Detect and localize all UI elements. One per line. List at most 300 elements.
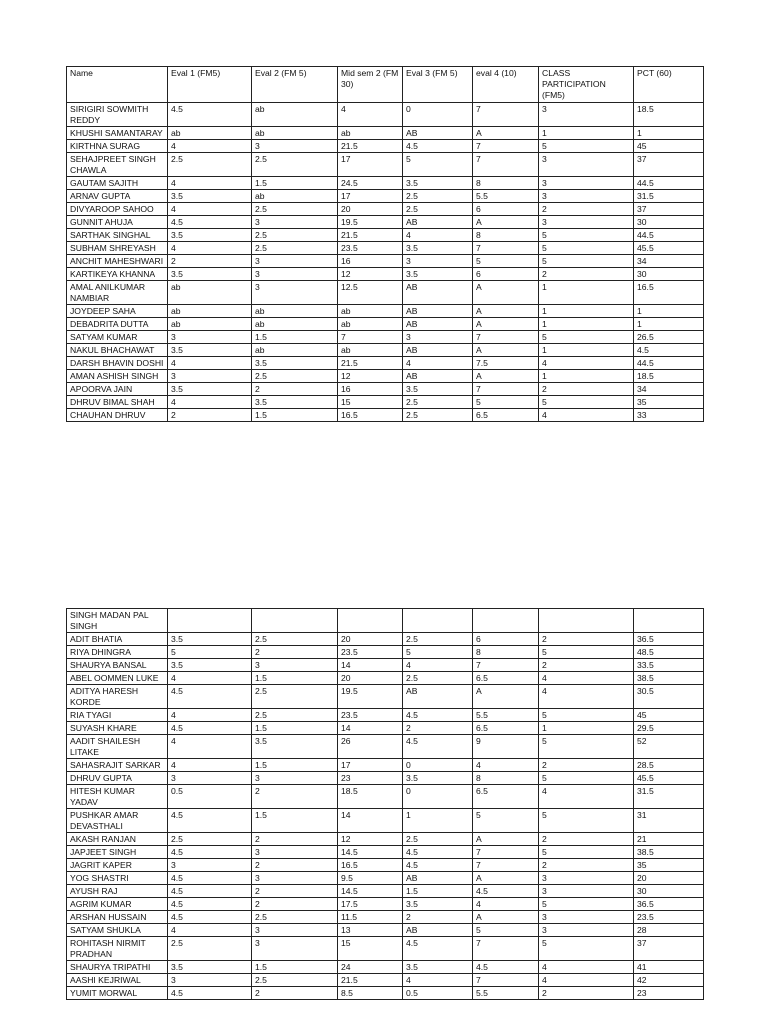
score-cell: 45.5 bbox=[634, 242, 704, 255]
grades-table-2-body bbox=[67, 609, 704, 1000]
score-cell: 36.5 bbox=[634, 633, 704, 646]
score-cell: 2.5 bbox=[403, 203, 473, 216]
name-cell: AADIT SHAILESH LITAKE bbox=[67, 735, 168, 759]
score-cell: ab bbox=[338, 344, 403, 357]
score-cell: 1 bbox=[539, 722, 634, 735]
score-cell: 3 bbox=[168, 859, 252, 872]
name-cell: AYUSH RAJ bbox=[67, 885, 168, 898]
score-cell: 52 bbox=[634, 735, 704, 759]
score-cell: 3.5 bbox=[168, 383, 252, 396]
score-cell: 4 bbox=[539, 685, 634, 709]
table-row bbox=[67, 203, 704, 216]
name-cell: SEHAJPREET SINGH CHAWLA bbox=[67, 153, 168, 177]
score-cell: 5 bbox=[473, 809, 539, 833]
score-cell: A bbox=[473, 216, 539, 229]
table-row bbox=[67, 833, 704, 846]
name-cell: SATYAM SHUKLA bbox=[67, 924, 168, 937]
score-cell: 2 bbox=[539, 987, 634, 1000]
score-cell: 2.5 bbox=[252, 229, 338, 242]
score-cell: 3 bbox=[539, 872, 634, 885]
score-cell: 4 bbox=[338, 103, 403, 127]
score-cell: 37 bbox=[634, 203, 704, 216]
score-cell: 14.5 bbox=[338, 846, 403, 859]
score-cell: 1 bbox=[539, 305, 634, 318]
score-cell: 1.5 bbox=[252, 177, 338, 190]
score-cell: 3.5 bbox=[403, 961, 473, 974]
score-cell: AB bbox=[403, 281, 473, 305]
score-cell: 21.5 bbox=[338, 229, 403, 242]
score-cell: 4 bbox=[168, 177, 252, 190]
score-cell: 45 bbox=[634, 709, 704, 722]
name-cell: ARSHAN HUSSAIN bbox=[67, 911, 168, 924]
name-cell: KIRTHNA SURAG bbox=[67, 140, 168, 153]
score-cell: 2 bbox=[539, 268, 634, 281]
score-cell: 17.5 bbox=[338, 898, 403, 911]
score-cell: 14.5 bbox=[338, 885, 403, 898]
score-cell: 5 bbox=[473, 924, 539, 937]
score-cell: 41 bbox=[634, 961, 704, 974]
score-cell: 2.5 bbox=[252, 709, 338, 722]
score-cell: 14 bbox=[338, 809, 403, 833]
score-cell: 5 bbox=[539, 846, 634, 859]
name-cell: AMAN ASHISH SINGH bbox=[67, 370, 168, 383]
score-cell: 30 bbox=[634, 216, 704, 229]
score-cell: 9 bbox=[473, 735, 539, 759]
score-cell: 2 bbox=[252, 383, 338, 396]
score-cell: 4.5 bbox=[473, 961, 539, 974]
score-cell: 1.5 bbox=[252, 759, 338, 772]
score-cell: 35 bbox=[634, 859, 704, 872]
name-cell: JOYDEEP SAHA bbox=[67, 305, 168, 318]
score-cell: 3.5 bbox=[168, 659, 252, 672]
score-cell: 20 bbox=[338, 203, 403, 216]
score-cell: 7 bbox=[473, 383, 539, 396]
name-cell: SHAURYA BANSAL bbox=[67, 659, 168, 672]
table-row bbox=[67, 229, 704, 242]
table-row bbox=[67, 961, 704, 974]
score-cell: 5 bbox=[539, 709, 634, 722]
score-cell: 6.5 bbox=[473, 672, 539, 685]
name-cell: ADITYA HARESH KORDE bbox=[67, 685, 168, 709]
score-cell: 21.5 bbox=[338, 140, 403, 153]
score-cell: 48.5 bbox=[634, 646, 704, 659]
score-cell: 5 bbox=[539, 937, 634, 961]
score-cell: 4 bbox=[168, 242, 252, 255]
name-cell: YOG SHASTRI bbox=[67, 872, 168, 885]
score-cell: 21 bbox=[634, 833, 704, 846]
score-cell: 8 bbox=[473, 229, 539, 242]
score-cell: 2 bbox=[252, 898, 338, 911]
score-cell: 2 bbox=[403, 911, 473, 924]
score-cell: 23.5 bbox=[634, 911, 704, 924]
name-cell: APOORVA JAIN bbox=[67, 383, 168, 396]
score-cell: 4 bbox=[168, 357, 252, 370]
score-cell: 3 bbox=[252, 872, 338, 885]
score-cell: 4.5 bbox=[403, 709, 473, 722]
table-row bbox=[67, 344, 704, 357]
score-cell: 42 bbox=[634, 974, 704, 987]
score-cell bbox=[168, 609, 252, 633]
table-row bbox=[67, 396, 704, 409]
table-row bbox=[67, 872, 704, 885]
grades-table-2 bbox=[66, 608, 704, 1000]
score-cell: 3 bbox=[252, 937, 338, 961]
score-cell: 3.5 bbox=[403, 772, 473, 785]
score-cell: 4.5 bbox=[473, 885, 539, 898]
name-cell: YUMIT MORWAL bbox=[67, 987, 168, 1000]
score-cell: A bbox=[473, 833, 539, 846]
name-cell: KARTIKEYA KHANNA bbox=[67, 268, 168, 281]
score-cell: 2 bbox=[539, 203, 634, 216]
table-row bbox=[67, 305, 704, 318]
score-cell: 5 bbox=[539, 140, 634, 153]
score-cell: 5 bbox=[403, 646, 473, 659]
table-row bbox=[67, 809, 704, 833]
score-cell: 3.5 bbox=[403, 268, 473, 281]
score-cell: 4 bbox=[403, 659, 473, 672]
score-cell: 1 bbox=[634, 318, 704, 331]
score-cell: 4 bbox=[539, 409, 634, 422]
name-cell: JAGRIT KAPER bbox=[67, 859, 168, 872]
score-cell: 4.5 bbox=[634, 344, 704, 357]
table-row bbox=[67, 785, 704, 809]
name-cell: Name bbox=[67, 67, 168, 103]
name-cell: ARNAV GUPTA bbox=[67, 190, 168, 203]
score-cell: 4.5 bbox=[168, 898, 252, 911]
score-cell: 0.5 bbox=[403, 987, 473, 1000]
score-cell: 5 bbox=[539, 242, 634, 255]
score-cell: 7 bbox=[473, 331, 539, 344]
score-cell: 4.5 bbox=[403, 846, 473, 859]
score-cell: 17 bbox=[338, 190, 403, 203]
score-cell: 7 bbox=[473, 242, 539, 255]
score-cell: 5.5 bbox=[473, 709, 539, 722]
score-cell: 3 bbox=[168, 331, 252, 344]
score-cell: 4.5 bbox=[168, 911, 252, 924]
score-cell: 3.5 bbox=[168, 190, 252, 203]
score-cell: 0 bbox=[403, 759, 473, 772]
score-cell: 4.5 bbox=[168, 216, 252, 229]
score-cell: 3.5 bbox=[252, 396, 338, 409]
score-cell: 3.5 bbox=[168, 633, 252, 646]
table-row bbox=[67, 974, 704, 987]
score-cell: 2 bbox=[539, 383, 634, 396]
score-cell: 6 bbox=[473, 268, 539, 281]
score-cell: 2 bbox=[252, 987, 338, 1000]
table-row bbox=[67, 885, 704, 898]
table-header-row bbox=[67, 67, 704, 103]
score-cell: AB bbox=[403, 305, 473, 318]
table-row bbox=[67, 685, 704, 709]
name-cell: GAUTAM SAJITH bbox=[67, 177, 168, 190]
score-cell: 2.5 bbox=[252, 370, 338, 383]
score-cell: 6 bbox=[473, 203, 539, 216]
score-cell: AB bbox=[403, 216, 473, 229]
table-row bbox=[67, 772, 704, 785]
score-cell: 5 bbox=[473, 255, 539, 268]
score-cell: 7 bbox=[473, 937, 539, 961]
score-cell: 38.5 bbox=[634, 672, 704, 685]
score-cell: 1.5 bbox=[252, 722, 338, 735]
score-cell: 4.5 bbox=[403, 735, 473, 759]
score-cell: 26 bbox=[338, 735, 403, 759]
table-row bbox=[67, 987, 704, 1000]
score-cell: 21.5 bbox=[338, 357, 403, 370]
score-cell: 1 bbox=[539, 127, 634, 140]
score-cell: 5 bbox=[539, 396, 634, 409]
score-cell: 0 bbox=[403, 103, 473, 127]
score-cell: 3 bbox=[403, 255, 473, 268]
table-row bbox=[67, 859, 704, 872]
score-cell: ab bbox=[168, 281, 252, 305]
name-cell: SAHASRAJIT SARKAR bbox=[67, 759, 168, 772]
score-cell bbox=[473, 609, 539, 633]
name-cell: ROHITASH NIRMIT PRADHAN bbox=[67, 937, 168, 961]
score-cell: 2 bbox=[539, 759, 634, 772]
score-cell: AB bbox=[403, 127, 473, 140]
score-cell: 3 bbox=[252, 255, 338, 268]
score-cell: 4.5 bbox=[168, 103, 252, 127]
score-cell: 17 bbox=[338, 153, 403, 177]
score-cell: 5 bbox=[168, 646, 252, 659]
score-cell: 4 bbox=[473, 759, 539, 772]
name-cell: DIVYAROOP SAHOO bbox=[67, 203, 168, 216]
score-cell: ab bbox=[252, 190, 338, 203]
score-cell: 4.5 bbox=[403, 140, 473, 153]
score-cell: 24.5 bbox=[338, 177, 403, 190]
score-cell: Eval 3 (FM 5) bbox=[403, 67, 473, 103]
table-row bbox=[67, 103, 704, 127]
score-cell: 7 bbox=[473, 846, 539, 859]
score-cell: 2 bbox=[252, 859, 338, 872]
score-cell: 1 bbox=[539, 370, 634, 383]
table-row bbox=[67, 318, 704, 331]
table-row bbox=[67, 722, 704, 735]
score-cell: AB bbox=[403, 872, 473, 885]
score-cell: ab bbox=[252, 318, 338, 331]
score-cell: 1.5 bbox=[252, 672, 338, 685]
score-cell: 6.5 bbox=[473, 722, 539, 735]
score-cell: 34 bbox=[634, 383, 704, 396]
score-cell: 6.5 bbox=[473, 409, 539, 422]
score-cell: 2.5 bbox=[403, 633, 473, 646]
score-cell: 5 bbox=[539, 735, 634, 759]
table-row bbox=[67, 153, 704, 177]
score-cell: 7 bbox=[473, 974, 539, 987]
score-cell: 4.5 bbox=[168, 872, 252, 885]
score-cell: 14 bbox=[338, 722, 403, 735]
score-cell: 3 bbox=[539, 885, 634, 898]
table-row bbox=[67, 242, 704, 255]
score-cell: 2.5 bbox=[403, 672, 473, 685]
score-cell: 2.5 bbox=[168, 833, 252, 846]
score-cell: 5.5 bbox=[473, 190, 539, 203]
score-cell: 2 bbox=[252, 646, 338, 659]
score-cell: 23.5 bbox=[338, 646, 403, 659]
score-cell: ab bbox=[252, 305, 338, 318]
score-cell: 5 bbox=[539, 331, 634, 344]
score-cell: 4 bbox=[168, 924, 252, 937]
score-cell: 1.5 bbox=[252, 809, 338, 833]
score-cell: 1 bbox=[634, 305, 704, 318]
score-cell: 5 bbox=[539, 229, 634, 242]
score-cell: AB bbox=[403, 370, 473, 383]
score-cell: 45.5 bbox=[634, 772, 704, 785]
score-cell: A bbox=[473, 685, 539, 709]
score-cell: 7 bbox=[473, 659, 539, 672]
name-cell: SINGH MADAN PAL SINGH bbox=[67, 609, 168, 633]
score-cell: 4.5 bbox=[168, 809, 252, 833]
score-cell: 3 bbox=[252, 268, 338, 281]
score-cell: 5 bbox=[539, 255, 634, 268]
score-cell: 35 bbox=[634, 396, 704, 409]
score-cell: 6.5 bbox=[473, 785, 539, 809]
score-cell: AB bbox=[403, 685, 473, 709]
score-cell: 4.5 bbox=[403, 937, 473, 961]
score-cell: 3 bbox=[168, 772, 252, 785]
name-cell: ABEL OOMMEN LUKE bbox=[67, 672, 168, 685]
score-cell: 23.5 bbox=[338, 709, 403, 722]
name-cell: JAPJEET SINGH bbox=[67, 846, 168, 859]
table-row bbox=[67, 659, 704, 672]
score-cell: 2.5 bbox=[252, 242, 338, 255]
score-cell: 3 bbox=[252, 140, 338, 153]
score-cell: 23 bbox=[338, 772, 403, 785]
score-cell: 2 bbox=[539, 833, 634, 846]
score-cell: 15 bbox=[338, 396, 403, 409]
score-cell: 2.5 bbox=[168, 937, 252, 961]
score-cell: 1.5 bbox=[252, 331, 338, 344]
name-cell: DARSH BHAVIN DOSHI bbox=[67, 357, 168, 370]
score-cell: 7 bbox=[473, 153, 539, 177]
score-cell: 3 bbox=[539, 103, 634, 127]
score-cell: 8 bbox=[473, 772, 539, 785]
table-row bbox=[67, 216, 704, 229]
score-cell: 1.5 bbox=[403, 885, 473, 898]
table-row bbox=[67, 709, 704, 722]
score-cell: 2.5 bbox=[403, 409, 473, 422]
score-cell: 4 bbox=[168, 709, 252, 722]
name-cell: AASHI KEJRIWAL bbox=[67, 974, 168, 987]
score-cell: 2.5 bbox=[168, 153, 252, 177]
score-cell: 12 bbox=[338, 833, 403, 846]
table-row bbox=[67, 735, 704, 759]
score-cell: 1.5 bbox=[252, 961, 338, 974]
name-cell: ANCHIT MAHESHWARI bbox=[67, 255, 168, 268]
score-cell: eval 4 (10) bbox=[473, 67, 539, 103]
score-cell: ab bbox=[168, 305, 252, 318]
score-cell: 3 bbox=[168, 370, 252, 383]
score-cell: A bbox=[473, 370, 539, 383]
table-row bbox=[67, 609, 704, 633]
score-cell: 23.5 bbox=[338, 242, 403, 255]
score-cell: Eval 2 (FM 5) bbox=[252, 67, 338, 103]
name-cell: NAKUL BHACHAWAT bbox=[67, 344, 168, 357]
score-cell: 4 bbox=[539, 974, 634, 987]
name-cell: RIYA DHINGRA bbox=[67, 646, 168, 659]
score-cell: 3.5 bbox=[403, 383, 473, 396]
score-cell: AB bbox=[403, 344, 473, 357]
score-cell: 1.5 bbox=[252, 409, 338, 422]
score-cell: A bbox=[473, 305, 539, 318]
score-cell: 15 bbox=[338, 937, 403, 961]
name-cell: DHRUV BIMAL SHAH bbox=[67, 396, 168, 409]
score-cell: ab bbox=[168, 127, 252, 140]
score-cell: 3 bbox=[252, 216, 338, 229]
score-cell: 2 bbox=[403, 722, 473, 735]
score-cell: 3 bbox=[252, 846, 338, 859]
table-row bbox=[67, 898, 704, 911]
score-cell: 3 bbox=[252, 924, 338, 937]
score-cell: 3 bbox=[539, 216, 634, 229]
score-cell: 3 bbox=[252, 281, 338, 305]
score-cell: 4 bbox=[168, 396, 252, 409]
score-cell bbox=[338, 609, 403, 633]
score-cell: 5 bbox=[539, 898, 634, 911]
score-cell: 37 bbox=[634, 153, 704, 177]
score-cell: 44.5 bbox=[634, 177, 704, 190]
score-cell: A bbox=[473, 872, 539, 885]
score-cell: 4 bbox=[539, 785, 634, 809]
score-cell: 30.5 bbox=[634, 685, 704, 709]
score-cell: 7.5 bbox=[473, 357, 539, 370]
score-cell: 2 bbox=[252, 885, 338, 898]
score-cell: 18.5 bbox=[634, 103, 704, 127]
score-cell: Mid sem 2 (FM 30) bbox=[338, 67, 403, 103]
score-cell bbox=[403, 609, 473, 633]
score-cell: 3.5 bbox=[168, 268, 252, 281]
score-cell: 2.5 bbox=[252, 974, 338, 987]
score-cell: 2.5 bbox=[252, 203, 338, 216]
score-cell bbox=[634, 609, 704, 633]
name-cell: PUSHKAR AMAR DEVASTHALI bbox=[67, 809, 168, 833]
score-cell: 16.5 bbox=[338, 859, 403, 872]
table-row bbox=[67, 140, 704, 153]
score-cell: 12 bbox=[338, 370, 403, 383]
score-cell: 30 bbox=[634, 268, 704, 281]
score-cell: 7 bbox=[338, 331, 403, 344]
score-cell: 1 bbox=[539, 318, 634, 331]
name-cell: DHRUV GUPTA bbox=[67, 772, 168, 785]
table-row bbox=[67, 846, 704, 859]
score-cell: 4.5 bbox=[403, 859, 473, 872]
score-cell: 2.5 bbox=[252, 911, 338, 924]
table-row bbox=[67, 409, 704, 422]
score-cell: Eval 1 (FM5) bbox=[168, 67, 252, 103]
name-cell: HITESH KUMAR YADAV bbox=[67, 785, 168, 809]
table-row bbox=[67, 268, 704, 281]
table-row bbox=[67, 911, 704, 924]
score-cell: 0 bbox=[403, 785, 473, 809]
score-cell: 2 bbox=[539, 859, 634, 872]
score-cell: 2 bbox=[168, 409, 252, 422]
score-cell: 3 bbox=[539, 924, 634, 937]
score-cell: 4 bbox=[539, 961, 634, 974]
score-cell: 3.5 bbox=[252, 357, 338, 370]
score-cell: 2 bbox=[168, 255, 252, 268]
score-cell: 31.5 bbox=[634, 190, 704, 203]
score-cell: 7 bbox=[473, 140, 539, 153]
score-cell: 5 bbox=[403, 153, 473, 177]
score-cell: 16 bbox=[338, 383, 403, 396]
score-cell bbox=[252, 609, 338, 633]
name-cell: DEBADRITA DUTTA bbox=[67, 318, 168, 331]
score-cell: 4 bbox=[403, 974, 473, 987]
score-cell: ab bbox=[168, 318, 252, 331]
score-cell: 8.5 bbox=[338, 987, 403, 1000]
score-cell: 4 bbox=[168, 735, 252, 759]
score-cell: 34 bbox=[634, 255, 704, 268]
